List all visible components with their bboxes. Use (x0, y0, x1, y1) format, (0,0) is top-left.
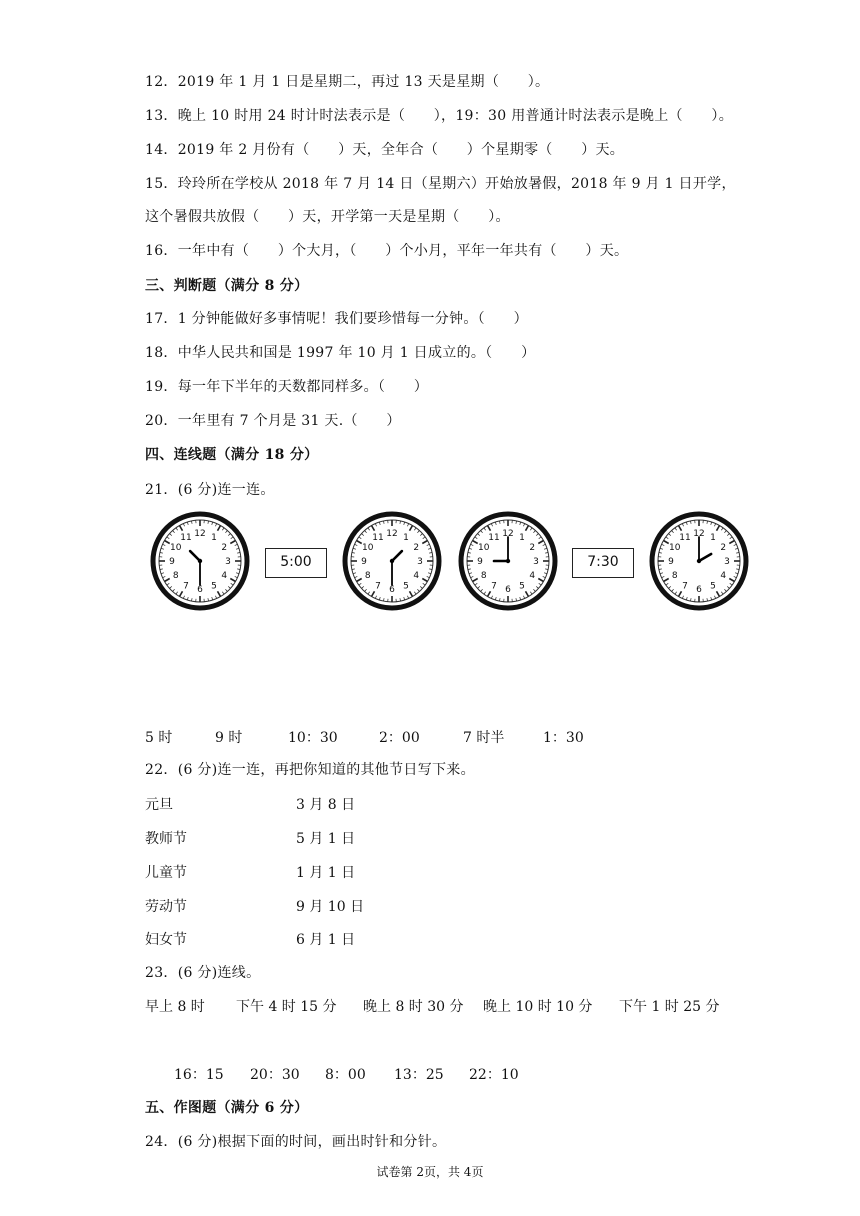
holiday-date: 6 月 1 日 (296, 932, 356, 948)
time-box-1: 5:00 (265, 548, 327, 578)
clock-1 (150, 511, 250, 611)
question-15-line2: 这个暑假共放假（ ）天，开学第一天是星期（ ）。 (145, 209, 510, 225)
clock-numeral: 5 (403, 581, 409, 592)
q21-option: 1：30 (543, 730, 584, 746)
holiday-name: 教师节 (145, 831, 187, 847)
section-4-title: 四、连线题（满分 18 分） (145, 447, 319, 463)
holiday-name: 儿童节 (145, 865, 187, 881)
clock-numeral: 7 (682, 581, 688, 592)
clock-numeral: 4 (720, 571, 727, 582)
question-19: 19．每一年下半年的天数都同样多。（ ） (145, 379, 429, 395)
holiday-name: 劳动节 (145, 899, 187, 915)
clock-numeral: 3 (417, 557, 423, 568)
clock-center (198, 559, 202, 563)
q21-option: 7 时半 (463, 730, 505, 746)
section-3-title: 三、判断题（满分 8 分） (145, 278, 309, 294)
clock-numeral: 12 (502, 529, 514, 540)
clock-center (697, 559, 701, 563)
q23-time: 16：15 (174, 1067, 224, 1083)
clock-numeral: 4 (221, 571, 228, 582)
q23-event: 晚上 10 时 10 分 (483, 999, 593, 1015)
holiday-date: 1 月 1 日 (296, 865, 356, 881)
clock-numeral: 9 (477, 557, 483, 568)
holiday-date: 9 月 10 日 (296, 899, 365, 915)
clock-numeral: 6 (696, 585, 702, 596)
holiday-date: 5 月 1 日 (296, 831, 356, 847)
q23-event: 下午 1 时 25 分 (619, 999, 720, 1015)
question-14: 14．2019 年 2 月份有（ ）天，全年合（ ）个星期零（ ）天。 (145, 142, 625, 158)
question-13: 13．晚上 10 时用 24 时计时法表示是（ ），19：30 用普通计时法表示是晚上（ ）。 (145, 108, 734, 124)
q21-option: 10：30 (288, 730, 338, 746)
page-footer: 试卷第 2页，共 4页 (376, 1165, 484, 1179)
clock-numeral: 4 (529, 571, 536, 582)
question-18: 18．中华人民共和国是 1997 年 10 月 1 日成立的。（ ） (145, 345, 536, 361)
clock-numeral: 3 (724, 557, 730, 568)
clock-numeral: 11 (372, 532, 384, 543)
clock-numeral: 10 (669, 543, 681, 554)
question-16: 16．一年中有（ ）个大月，（ ）个小月，平年一年共有（ ）天。 (145, 243, 629, 259)
clock-numeral: 1 (519, 532, 525, 543)
holiday-date: 3 月 8 日 (296, 797, 356, 813)
clock-numeral: 7 (375, 581, 381, 592)
clock-numeral: 8 (172, 571, 179, 582)
clock-numeral: 9 (668, 557, 674, 568)
q23-time: 8：00 (325, 1067, 366, 1083)
clock-numeral: 12 (194, 529, 206, 540)
clock-numeral: 7 (183, 581, 189, 592)
clock-center (390, 559, 394, 563)
q21-option: 9 时 (215, 730, 243, 746)
clock-numeral: 10 (362, 543, 374, 554)
clock-numeral: 1 (211, 532, 217, 543)
question-24: 24．(6 分)根据下面的时间，画出时针和分针。 (145, 1134, 447, 1150)
q23-event: 早上 8 时 (145, 999, 205, 1015)
clock-numeral: 7 (491, 581, 497, 592)
clock-4 (649, 511, 749, 611)
clock-numeral: 9 (169, 557, 175, 568)
clock-numeral: 3 (533, 557, 539, 568)
clock-numeral: 12 (386, 529, 398, 540)
holiday-name: 元旦 (145, 797, 173, 813)
clock-numeral: 1 (710, 532, 716, 543)
clock-numeral: 2 (221, 543, 228, 554)
question-17: 17．1 分钟能做好多事情呢！我们要珍惜每一分钟。（ ） (145, 311, 528, 327)
question-20: 20．一年里有 7 个月是 31 天.（ ） (145, 413, 401, 429)
clock-2 (342, 511, 442, 611)
clock-numeral: 2 (720, 543, 727, 554)
clock-numeral: 1 (403, 532, 409, 543)
clock-center (506, 559, 510, 563)
clock-numeral: 8 (364, 571, 371, 582)
clock-numeral: 8 (671, 571, 678, 582)
q23-event: 下午 4 时 15 分 (236, 999, 337, 1015)
time-box-2: 7:30 (572, 548, 634, 578)
clock-numeral: 6 (505, 585, 511, 596)
clock-numeral: 6 (389, 585, 395, 596)
clock-numeral: 3 (225, 557, 231, 568)
clock-numeral: 5 (710, 581, 716, 592)
clock-numeral: 6 (197, 585, 203, 596)
clock-numeral: 2 (529, 543, 536, 554)
clock-numeral: 5 (519, 581, 525, 592)
clock-numeral: 10 (170, 543, 182, 554)
question-22: 22．(6 分)连一连，再把你知道的其他节日写下来。 (145, 762, 475, 778)
clock-numeral: 12 (693, 529, 705, 540)
q21-option: 2：00 (379, 730, 420, 746)
question-23: 23．(6 分)连线。 (145, 965, 261, 981)
clock-numeral: 11 (488, 532, 500, 543)
clock-numeral: 11 (180, 532, 192, 543)
q23-time: 13：25 (394, 1067, 444, 1083)
holiday-name: 妇女节 (145, 932, 187, 948)
clock-numeral: 5 (211, 581, 217, 592)
q23-time: 20：30 (250, 1067, 300, 1083)
section-5-title: 五、作图题（满分 6 分） (145, 1100, 309, 1116)
clock-numeral: 8 (480, 571, 487, 582)
q21-option: 5 时 (145, 730, 173, 746)
clock-numeral: 4 (413, 571, 420, 582)
clock-numeral: 10 (478, 543, 490, 554)
clock-numeral: 9 (361, 557, 367, 568)
question-12: 12．2019 年 1 月 1 日是星期二，再过 13 天是星期（ ）。 (145, 74, 550, 90)
clock-numeral: 11 (679, 532, 691, 543)
q23-time: 22：10 (469, 1067, 519, 1083)
clock-numeral: 2 (413, 543, 420, 554)
question-15-line1: 15．玲玲所在学校从 2018 年 7 月 14 日（星期六）开始放暑假，2018 年 9 月 1 日开学， (145, 176, 736, 192)
clock-3 (458, 511, 558, 611)
question-21: 21．(6 分)连一连。 (145, 482, 275, 498)
q23-event: 晚上 8 时 30 分 (363, 999, 464, 1015)
